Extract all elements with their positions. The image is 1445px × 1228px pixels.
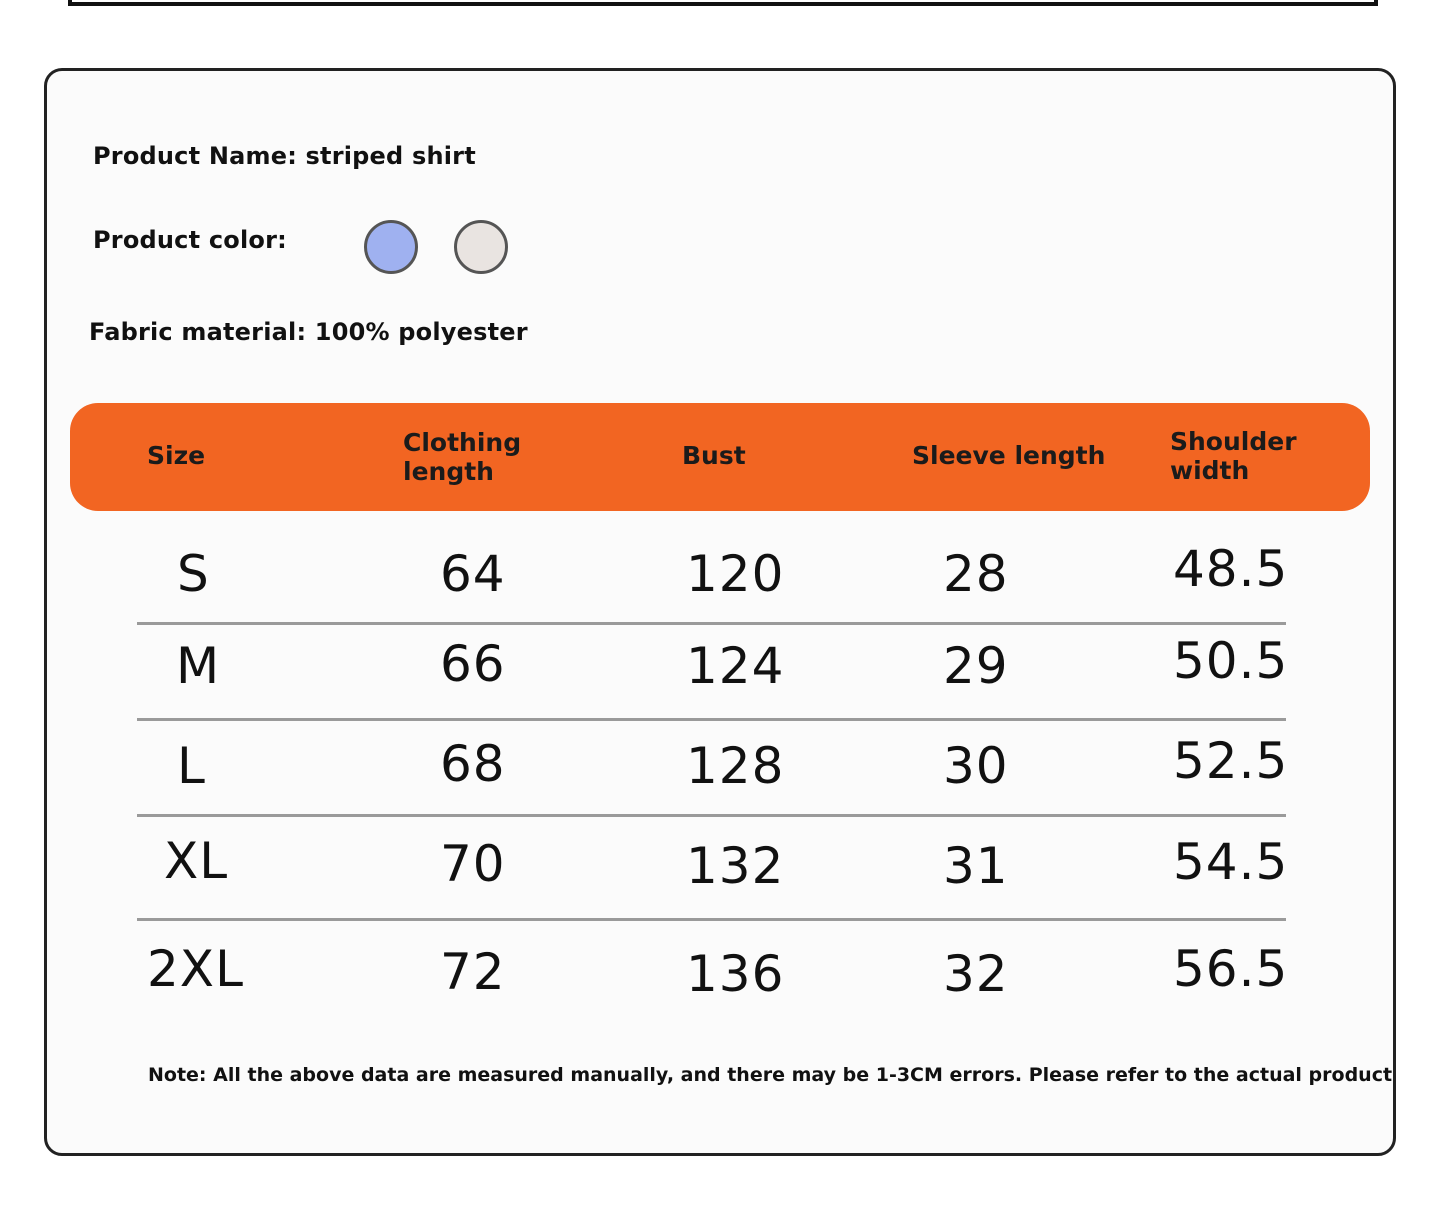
cell-bust: 120 [686, 545, 785, 603]
product-color-label: Product color: [93, 226, 287, 254]
cell-sleeve-length: 31 [943, 837, 1009, 895]
cell-bust: 124 [686, 637, 785, 695]
cell-sleeve-length: 28 [943, 545, 1009, 603]
fabric-material: Fabric material: 100% polyester [89, 318, 528, 346]
measurement-note: Note: All the above data are measured manually, and there may be 1-3CM errors. Please refer to the actual product [148, 1064, 1393, 1086]
row-divider [137, 718, 1286, 721]
color-swatch-blue [364, 220, 418, 274]
cell-clothing-length: 72 [440, 943, 506, 1001]
cell-clothing-length: 64 [440, 545, 506, 603]
top-frame-border [68, 0, 1378, 6]
cell-sleeve-length: 32 [943, 945, 1009, 1003]
cell-shoulder-width: 54.5 [1173, 833, 1289, 891]
row-divider [137, 622, 1286, 625]
cell-size: 2XL [147, 940, 244, 998]
cell-shoulder-width: 48.5 [1173, 540, 1289, 598]
cell-size: S [177, 545, 210, 603]
cell-size: L [177, 737, 206, 795]
cell-shoulder-width: 50.5 [1173, 632, 1289, 690]
cell-sleeve-length: 29 [943, 637, 1009, 695]
cell-size: M [176, 637, 221, 695]
cell-clothing-length: 70 [440, 835, 506, 893]
row-divider [137, 814, 1286, 817]
header-clothing-length: Clothing length [403, 428, 522, 486]
cell-shoulder-width: 56.5 [1173, 940, 1289, 998]
cell-size: XL [164, 832, 229, 890]
cell-shoulder-width: 52.5 [1173, 732, 1289, 790]
cell-bust: 132 [686, 837, 785, 895]
cell-bust: 128 [686, 737, 785, 795]
color-swatch-light-grey [454, 220, 508, 274]
header-shoulder-width: Shoulder width [1170, 427, 1297, 485]
header-sleeve-length: Sleeve length [912, 441, 1106, 470]
cell-clothing-length: 68 [440, 735, 506, 793]
header-bust: Bust [682, 441, 746, 470]
cell-sleeve-length: 30 [943, 737, 1009, 795]
row-divider [137, 918, 1286, 921]
header-size: Size [147, 441, 206, 470]
cell-clothing-length: 66 [440, 635, 506, 693]
cell-bust: 136 [686, 945, 785, 1003]
product-name: Product Name: striped shirt [93, 142, 476, 170]
